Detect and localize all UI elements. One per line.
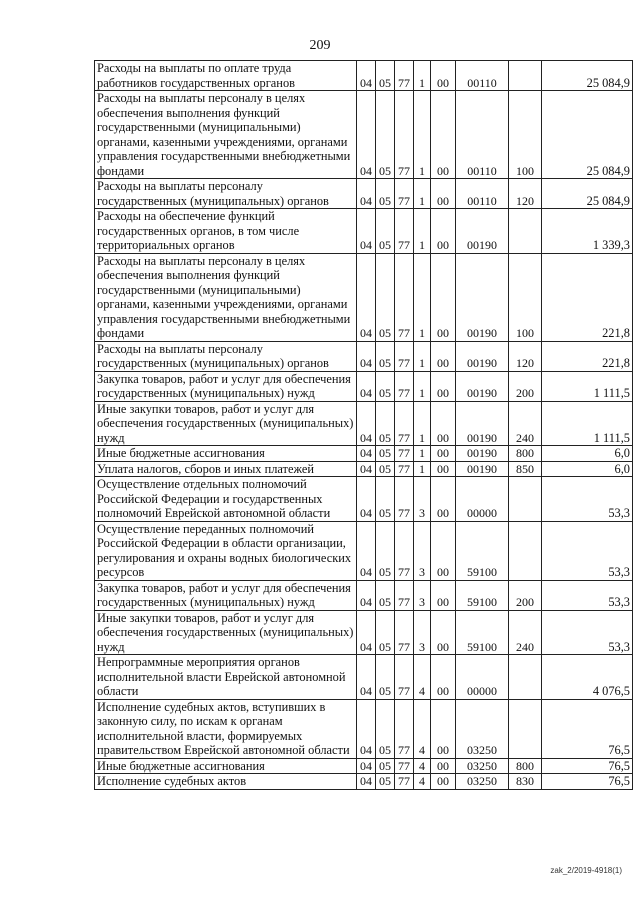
direction-code: 00 xyxy=(431,401,456,446)
direction-code: 00 xyxy=(431,91,456,179)
row-name: Закупка товаров, работ и услуг для обеспечения государственных (муниципальных) нужд xyxy=(95,371,357,401)
subprogram-code: 1 xyxy=(414,446,431,462)
amount: 53,3 xyxy=(542,580,633,610)
expense-code: 03250 xyxy=(456,699,509,758)
amount: 6,0 xyxy=(542,461,633,477)
amount: 6,0 xyxy=(542,446,633,462)
section-code: 04 xyxy=(357,209,376,254)
row-name: Осуществление переданных полномочий Российской Федерации в области организации, регулирования и охраны водных биологических ресурсов xyxy=(95,521,357,580)
amount: 76,5 xyxy=(542,774,633,790)
table-row xyxy=(95,446,633,462)
expense-code: 59100 xyxy=(456,610,509,655)
table-row xyxy=(95,253,633,341)
expense-type-code: 850 xyxy=(509,461,542,477)
direction-code: 00 xyxy=(431,758,456,774)
table-row xyxy=(95,91,633,179)
program-code: 77 xyxy=(395,371,414,401)
row-name: Иные закупки товаров, работ и услуг для обеспечения государственных (муниципальных) нужд xyxy=(95,610,357,655)
amount: 221,8 xyxy=(542,253,633,341)
table-row xyxy=(95,401,633,446)
program-code: 77 xyxy=(395,699,414,758)
subprogram-code: 1 xyxy=(414,209,431,254)
expense-code: 03250 xyxy=(456,774,509,790)
program-code: 77 xyxy=(395,774,414,790)
amount: 76,5 xyxy=(542,699,633,758)
section-code: 04 xyxy=(357,477,376,522)
row-name: Исполнение судебных актов, вступивших в законную силу, по искам к органам исполнительной власти, формируемых правительством Еврейской автономной области xyxy=(95,699,357,758)
table-row xyxy=(95,521,633,580)
row-name: Иные закупки товаров, работ и услуг для обеспечения государственных (муниципальных) нужд xyxy=(95,401,357,446)
expense-type-code: 240 xyxy=(509,401,542,446)
program-code: 77 xyxy=(395,521,414,580)
amount: 25 084,9 xyxy=(542,179,633,209)
subsection-code: 05 xyxy=(376,699,395,758)
expense-type-code: 100 xyxy=(509,253,542,341)
table-row xyxy=(95,61,633,91)
subprogram-code: 1 xyxy=(414,253,431,341)
row-name: Расходы на обеспечение функций государственных органов, в том числе территориальных органов xyxy=(95,209,357,254)
section-code: 04 xyxy=(357,580,376,610)
expense-code: 00190 xyxy=(456,446,509,462)
direction-code: 00 xyxy=(431,253,456,341)
subprogram-code: 3 xyxy=(414,521,431,580)
row-name: Исполнение судебных актов xyxy=(95,774,357,790)
table-row xyxy=(95,655,633,700)
table-body xyxy=(95,61,633,790)
direction-code: 00 xyxy=(431,61,456,91)
subsection-code: 05 xyxy=(376,461,395,477)
section-code: 04 xyxy=(357,61,376,91)
direction-code: 00 xyxy=(431,461,456,477)
expense-code: 00190 xyxy=(456,371,509,401)
program-code: 77 xyxy=(395,610,414,655)
program-code: 77 xyxy=(395,401,414,446)
amount: 76,5 xyxy=(542,758,633,774)
expense-code: 00190 xyxy=(456,461,509,477)
subsection-code: 05 xyxy=(376,446,395,462)
section-code: 04 xyxy=(357,461,376,477)
subsection-code: 05 xyxy=(376,341,395,371)
subsection-code: 05 xyxy=(376,774,395,790)
section-code: 04 xyxy=(357,371,376,401)
subsection-code: 05 xyxy=(376,521,395,580)
expense-code: 00110 xyxy=(456,91,509,179)
expense-type-code xyxy=(509,61,542,91)
direction-code: 00 xyxy=(431,341,456,371)
amount: 53,3 xyxy=(542,477,633,522)
expense-code: 59100 xyxy=(456,580,509,610)
expense-type-code xyxy=(509,655,542,700)
direction-code: 00 xyxy=(431,209,456,254)
expense-code: 00110 xyxy=(456,179,509,209)
table-row xyxy=(95,341,633,371)
section-code: 04 xyxy=(357,446,376,462)
subprogram-code: 3 xyxy=(414,477,431,522)
program-code: 77 xyxy=(395,209,414,254)
subsection-code: 05 xyxy=(376,209,395,254)
subsection-code: 05 xyxy=(376,91,395,179)
expense-type-code: 200 xyxy=(509,580,542,610)
program-code: 77 xyxy=(395,253,414,341)
direction-code: 00 xyxy=(431,521,456,580)
direction-code: 00 xyxy=(431,699,456,758)
expense-type-code: 800 xyxy=(509,758,542,774)
subsection-code: 05 xyxy=(376,580,395,610)
row-name: Расходы на выплаты персоналу государственных (муниципальных) органов xyxy=(95,179,357,209)
direction-code: 00 xyxy=(431,580,456,610)
expense-type-code xyxy=(509,521,542,580)
expense-type-code xyxy=(509,209,542,254)
section-code: 04 xyxy=(357,253,376,341)
program-code: 77 xyxy=(395,477,414,522)
section-code: 04 xyxy=(357,699,376,758)
subsection-code: 05 xyxy=(376,371,395,401)
section-code: 04 xyxy=(357,401,376,446)
subprogram-code: 4 xyxy=(414,699,431,758)
direction-code: 00 xyxy=(431,477,456,522)
subprogram-code: 1 xyxy=(414,61,431,91)
subsection-code: 05 xyxy=(376,401,395,446)
expense-type-code xyxy=(509,699,542,758)
row-name: Расходы на выплаты персоналу в целях обеспечения выполнения функций государственными (муниципальными) органами, казенными учреждениями, органами управления государственными внебюджетными фондами xyxy=(95,253,357,341)
page-number: 209 xyxy=(309,38,331,53)
expense-code: 00000 xyxy=(456,655,509,700)
subsection-code: 05 xyxy=(376,61,395,91)
row-name: Иные бюджетные ассигнования xyxy=(95,446,357,462)
program-code: 77 xyxy=(395,580,414,610)
table-row xyxy=(95,461,633,477)
expense-type-code: 100 xyxy=(509,91,542,179)
table-row xyxy=(95,610,633,655)
expense-code: 59100 xyxy=(456,521,509,580)
subprogram-code: 1 xyxy=(414,179,431,209)
section-code: 04 xyxy=(357,758,376,774)
subsection-code: 05 xyxy=(376,253,395,341)
expense-type-code: 200 xyxy=(509,371,542,401)
direction-code: 00 xyxy=(431,371,456,401)
table-row xyxy=(95,758,633,774)
table-row xyxy=(95,580,633,610)
program-code: 77 xyxy=(395,446,414,462)
amount: 4 076,5 xyxy=(542,655,633,700)
row-name: Расходы на выплаты персоналу в целях обеспечения выполнения функций государственными (муниципальными) органами, казенными учреждениями, органами управления государственными внебюджетными фондами xyxy=(95,91,357,179)
table-row xyxy=(95,209,633,254)
program-code: 77 xyxy=(395,758,414,774)
amount: 25 084,9 xyxy=(542,61,633,91)
section-code: 04 xyxy=(357,341,376,371)
subsection-code: 05 xyxy=(376,758,395,774)
expense-code: 00190 xyxy=(456,253,509,341)
amount: 1 339,3 xyxy=(542,209,633,254)
direction-code: 00 xyxy=(431,610,456,655)
amount: 53,3 xyxy=(542,610,633,655)
subprogram-code: 4 xyxy=(414,774,431,790)
table-row xyxy=(95,699,633,758)
subprogram-code: 1 xyxy=(414,341,431,371)
program-code: 77 xyxy=(395,461,414,477)
document-code: zak_2/2019-4918(1) xyxy=(550,866,622,875)
subprogram-code: 4 xyxy=(414,758,431,774)
subprogram-code: 1 xyxy=(414,401,431,446)
expense-type-code: 120 xyxy=(509,341,542,371)
subsection-code: 05 xyxy=(376,179,395,209)
budget-table xyxy=(94,60,633,790)
subsection-code: 05 xyxy=(376,655,395,700)
subprogram-code: 1 xyxy=(414,91,431,179)
row-name: Осуществление отдельных полномочий Российской Федерации и государственных полномочий Еврейской автономной области xyxy=(95,477,357,522)
expense-type-code: 240 xyxy=(509,610,542,655)
expense-code: 00000 xyxy=(456,477,509,522)
subprogram-code: 4 xyxy=(414,655,431,700)
direction-code: 00 xyxy=(431,179,456,209)
expense-code: 00110 xyxy=(456,61,509,91)
expense-type-code: 800 xyxy=(509,446,542,462)
row-name: Расходы на выплаты персоналу государственных (муниципальных) органов xyxy=(95,341,357,371)
program-code: 77 xyxy=(395,655,414,700)
expense-type-code xyxy=(509,477,542,522)
row-name: Уплата налогов, сборов и иных платежей xyxy=(95,461,357,477)
row-name: Расходы на выплаты по оплате труда работников государственных органов xyxy=(95,61,357,91)
section-code: 04 xyxy=(357,655,376,700)
expense-type-code: 120 xyxy=(509,179,542,209)
row-name: Закупка товаров, работ и услуг для обеспечения государственных (муниципальных) нужд xyxy=(95,580,357,610)
subsection-code: 05 xyxy=(376,610,395,655)
amount: 221,8 xyxy=(542,341,633,371)
section-code: 04 xyxy=(357,91,376,179)
section-code: 04 xyxy=(357,774,376,790)
program-code: 77 xyxy=(395,91,414,179)
subprogram-code: 1 xyxy=(414,371,431,401)
program-code: 77 xyxy=(395,61,414,91)
section-code: 04 xyxy=(357,179,376,209)
amount: 1 111,5 xyxy=(542,371,633,401)
table-row xyxy=(95,774,633,790)
table-row xyxy=(95,179,633,209)
subsection-code: 05 xyxy=(376,477,395,522)
subprogram-code: 3 xyxy=(414,610,431,655)
expense-code: 00190 xyxy=(456,401,509,446)
direction-code: 00 xyxy=(431,655,456,700)
amount: 25 084,9 xyxy=(542,91,633,179)
subprogram-code: 3 xyxy=(414,580,431,610)
section-code: 04 xyxy=(357,521,376,580)
table-row xyxy=(95,477,633,522)
direction-code: 00 xyxy=(431,774,456,790)
row-name: Иные бюджетные ассигнования xyxy=(95,758,357,774)
table-row xyxy=(95,371,633,401)
expense-type-code: 830 xyxy=(509,774,542,790)
expense-code: 03250 xyxy=(456,758,509,774)
direction-code: 00 xyxy=(431,446,456,462)
amount: 1 111,5 xyxy=(542,401,633,446)
program-code: 77 xyxy=(395,179,414,209)
row-name: Непрограммные мероприятия органов исполнительной власти Еврейской автономной области xyxy=(95,655,357,700)
section-code: 04 xyxy=(357,610,376,655)
subprogram-code: 1 xyxy=(414,461,431,477)
expense-code: 00190 xyxy=(456,209,509,254)
amount: 53,3 xyxy=(542,521,633,580)
program-code: 77 xyxy=(395,341,414,371)
expense-code: 00190 xyxy=(456,341,509,371)
